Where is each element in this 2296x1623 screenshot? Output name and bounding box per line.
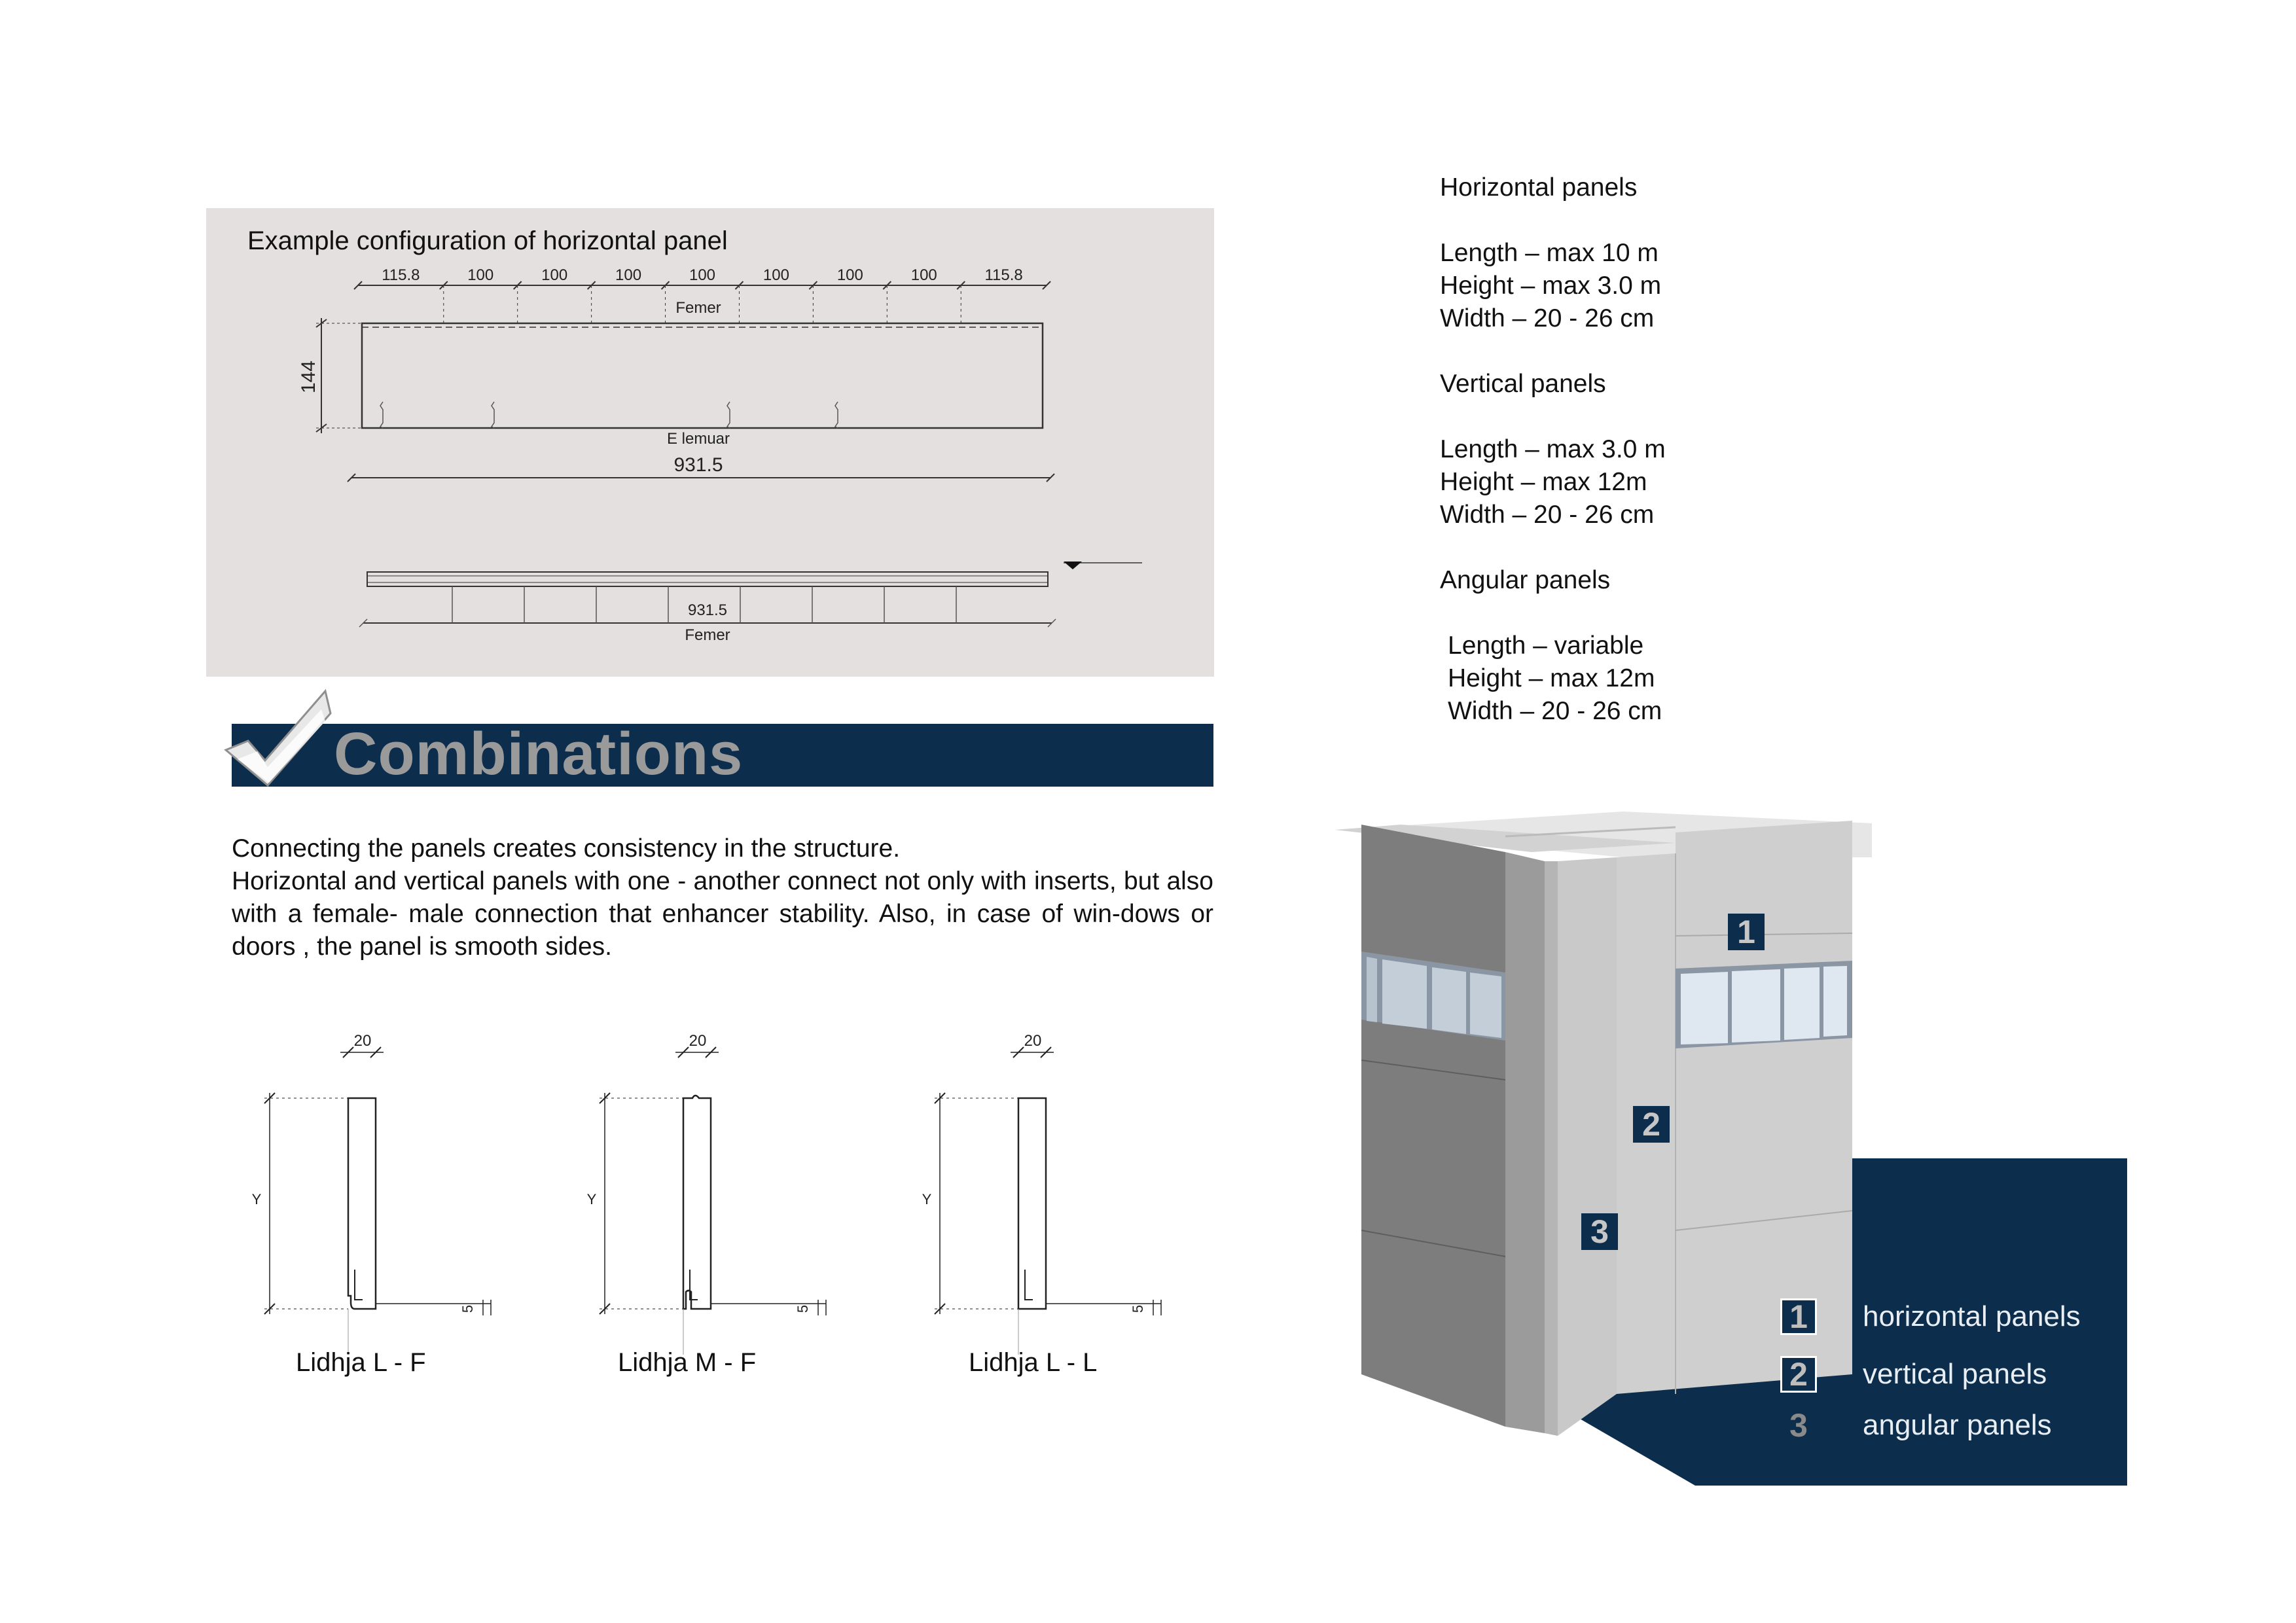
- vertical-specs: [1440, 368, 1666, 531]
- spec-title: Vertical panels: [1440, 370, 1606, 398]
- total-length-label: 931.5: [673, 454, 723, 476]
- panel-specifications: [1440, 171, 1666, 760]
- joint-profile: [355, 1270, 363, 1300]
- combinations-heading: Combinations: [334, 721, 744, 787]
- legend-item-angular: [1780, 1406, 2052, 1445]
- vertical-panel: [1558, 857, 1617, 1436]
- insert-mark: [380, 402, 383, 428]
- legend-label: horizontal panels: [1863, 1300, 2081, 1332]
- spec-height: Height – max 3.0 m: [1440, 272, 1662, 300]
- description-line: Connecting the panels creates consistency in the structure.: [232, 834, 901, 863]
- segment-label: 100: [615, 266, 642, 284]
- panel-profile: [1018, 1098, 1046, 1309]
- spec-height: Height – max 12m: [1448, 664, 1655, 692]
- spec-title: Horizontal panels: [1440, 173, 1638, 202]
- joint-height-label: Y: [586, 1191, 597, 1207]
- segment-label: 100: [541, 266, 568, 284]
- insert-mark: [492, 402, 494, 428]
- joint-details-drawing: [242, 1021, 1172, 1313]
- top-face-label: Femer: [675, 299, 721, 317]
- panel-elevation: [362, 323, 1043, 428]
- joint-width-label: 20: [353, 1032, 372, 1050]
- spec-length: Length – max 10 m: [1440, 239, 1659, 267]
- joint-gap-label: 5: [1130, 1304, 1146, 1313]
- joint-height-label: Y: [922, 1191, 932, 1207]
- segment-label: 100: [689, 266, 716, 284]
- segment-label: 100: [467, 266, 494, 284]
- configuration-title: Example configuration of horizontal panel: [247, 226, 728, 255]
- angular-specs: [1440, 564, 1666, 728]
- spec-length: Length – variable: [1448, 632, 1644, 660]
- insert-mark: [835, 402, 838, 428]
- spec-width: Width – 20 - 26 cm: [1440, 501, 1655, 529]
- segment-label: 115.8: [984, 266, 1023, 284]
- segment-label: 100: [910, 266, 937, 284]
- plan-face-label: Femer: [685, 626, 730, 644]
- description-line: Horizontal and vertical panels with one - another connect not only with inserts, but also with a female- male connection that enhancer stability. Also, in case of win-dows or doors , the panel is smooth sides.: [232, 867, 1213, 961]
- building-marker-2: 2: [1633, 1106, 1670, 1143]
- spec-width: Width – 20 - 26 cm: [1448, 697, 1662, 725]
- legend-number: 2: [1780, 1356, 1817, 1393]
- legend-label: angular panels: [1863, 1409, 2052, 1441]
- horizontal-panel-drawing: [206, 208, 1214, 677]
- panel-plan-strip: [367, 572, 1048, 586]
- joint-width-label: 20: [1024, 1032, 1042, 1050]
- panel-profile: [683, 1096, 711, 1309]
- legend-label: vertical panels: [1863, 1358, 2047, 1390]
- bottom-face-label: E lemuar: [666, 430, 730, 448]
- section-marker-icon: [1064, 562, 1082, 569]
- angular-panel: [1505, 852, 1545, 1433]
- plan-length-label: 931.5: [687, 601, 728, 619]
- legend-number: 3: [1789, 1407, 1808, 1444]
- segment-label: 100: [836, 266, 863, 284]
- joint-height-label: Y: [251, 1191, 262, 1207]
- joint-gap-label: 5: [795, 1304, 811, 1313]
- joint-profile: [1025, 1270, 1033, 1300]
- checkmark-icon: [219, 687, 337, 785]
- spec-title: Angular panels: [1440, 566, 1611, 594]
- joint-label-mf: Lidhja M - F: [618, 1348, 757, 1377]
- spec-length: Length – max 3.0 m: [1440, 435, 1666, 463]
- joint-label-ll: Lidhja L - L: [969, 1348, 1098, 1377]
- joint-detail: [264, 1047, 491, 1355]
- spec-height: Height – max 12m: [1440, 468, 1647, 496]
- building-marker-3: 3: [1581, 1213, 1618, 1250]
- left-facade: [1361, 825, 1505, 1427]
- joint-gap-label: 5: [459, 1304, 476, 1313]
- joint-label-lf: Lidhja L - F: [296, 1348, 426, 1377]
- spec-width: Width – 20 - 26 cm: [1440, 304, 1655, 332]
- building-marker-1: 1: [1728, 914, 1765, 950]
- panel-height-label: 144: [298, 360, 319, 394]
- insert-mark: [727, 402, 730, 428]
- joint-detail: [600, 1047, 826, 1355]
- joint-detail: [935, 1047, 1161, 1355]
- horizontal-specs: [1440, 171, 1666, 335]
- legend-number: 1: [1780, 1298, 1817, 1335]
- panel-profile: [348, 1098, 376, 1309]
- segment-label: 100: [762, 266, 789, 284]
- segment-label: 115.8: [382, 266, 420, 284]
- joint-width-label: 20: [689, 1032, 707, 1050]
- legend-item-vertical: [1780, 1355, 2047, 1394]
- combinations-description: [232, 832, 1213, 963]
- legend-item-horizontal: [1780, 1297, 2081, 1336]
